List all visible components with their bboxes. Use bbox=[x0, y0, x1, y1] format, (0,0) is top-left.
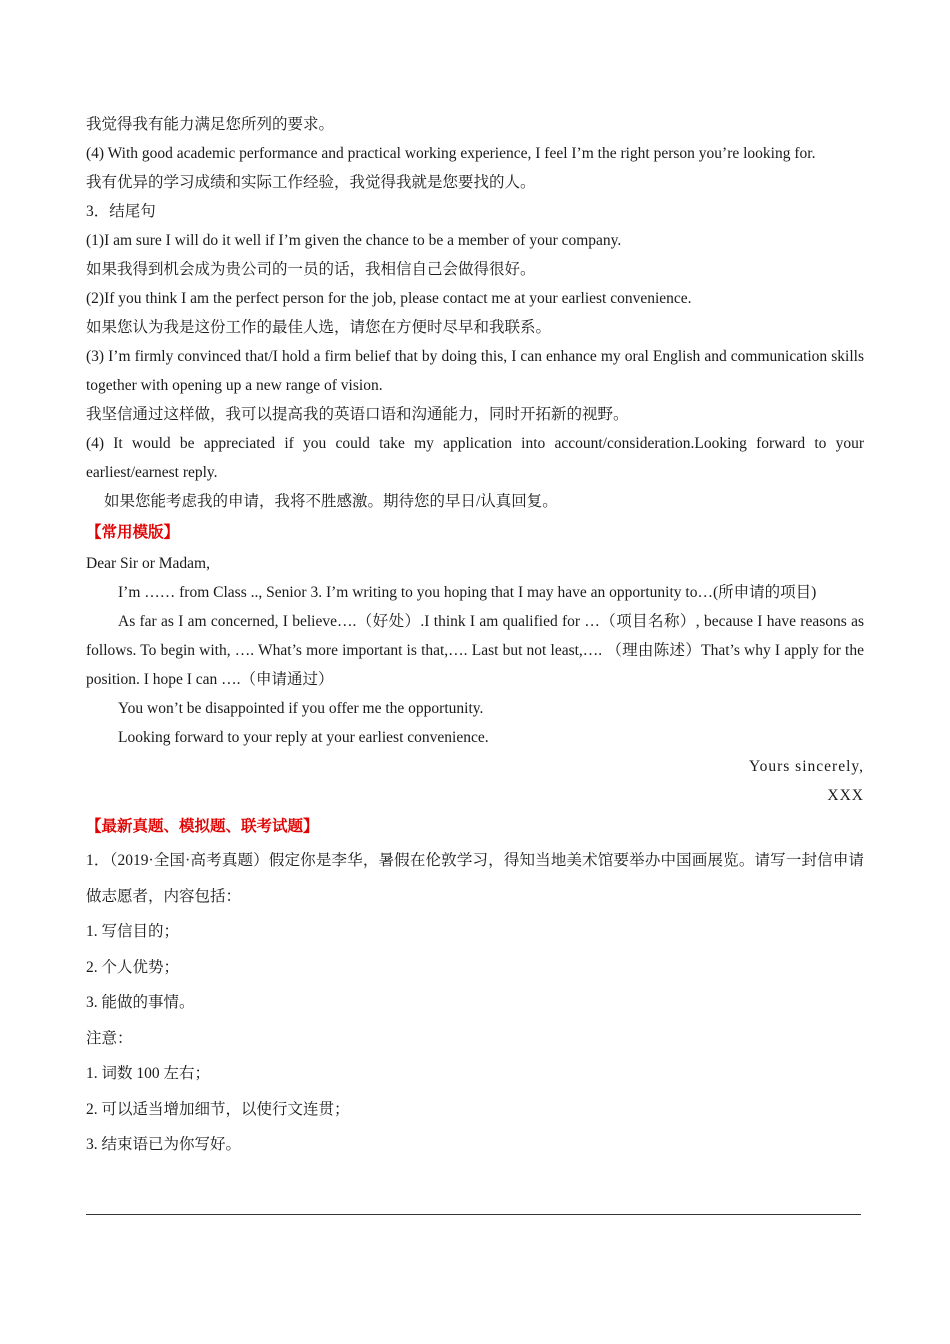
body-line-1: 我觉得我有能力满足您所列的要求。 bbox=[86, 116, 335, 133]
template-heading: 【常用模版】 bbox=[86, 524, 180, 541]
exam-note-3: 3. 结束语已为你写好。 bbox=[86, 1136, 242, 1153]
exam-heading: 【最新真题、模拟题、联考试题】 bbox=[86, 818, 319, 835]
exam-note-2: 2. 可以适当增加细节，以使行文连贯； bbox=[86, 1100, 350, 1118]
document-body bbox=[86, 110, 864, 1163]
body-line-12: 如果您能考虑我的申请，我将不胜感激。期待您的早日/认真回复。 bbox=[104, 493, 558, 510]
template-paragraph-4: Looking forward to your reply at your earliest convenience. bbox=[118, 729, 489, 746]
body-line-5: (1)I am sure I will do it well if I’m given the chance to be a member of your company. bbox=[86, 232, 622, 249]
body-line-9: (3) I’m firmly convinced that/I hold a firm belief that by doing this, I can enhance my oral English and communication skills together with opening up a new range of vision. bbox=[86, 348, 864, 394]
answer-line-divider bbox=[86, 1214, 861, 1215]
body-line-7: (2)If you think I am the perfect person for the job, please contact me at your earliest convenience. bbox=[86, 290, 692, 307]
template-salutation: Dear Sir or Madam, bbox=[86, 555, 210, 572]
body-line-10: 我坚信通过这样做，我可以提高我的英语口语和沟通能力，同时开拓新的视野。 bbox=[86, 406, 629, 423]
exam-question-1: 1．（2019·全国·高考真题）假定你是李华，暑假在伦敦学习，得知当地美术馆要举办中国画展览。请写一封信申请做志愿者，内容包括： bbox=[86, 852, 864, 905]
body-line-11: (4) It would be appreciated if you could take my application into account/consideration.Looking forward to your earliest/earnest reply. bbox=[86, 435, 864, 481]
body-line-2: (4) With good academic performance and practical working experience, I feel I’m the right person you’re looking for. bbox=[86, 145, 816, 162]
body-line-6: 如果我得到机会成为贵公司的一员的话，我相信自己会做得很好。 bbox=[86, 261, 536, 278]
body-line-8: 如果您认为我是这份工作的最佳人选，请您在方便时尽早和我联系。 bbox=[86, 319, 552, 336]
section-heading-closing-sentences: 3．结尾句 bbox=[86, 203, 156, 220]
exam-item-2: 2. 个人优势； bbox=[86, 958, 180, 976]
template-closing: Yours sincerely, bbox=[748, 758, 864, 775]
exam-note-label: 注意： bbox=[86, 1029, 133, 1047]
exam-note-1: 1. 词数 100 左右； bbox=[86, 1065, 211, 1082]
template-paragraph-3: You won’t be disappointed if you offer me the opportunity. bbox=[118, 700, 484, 717]
template-paragraph-2: As far as I am concerned, I believe….（好处）.I think I am qualified for …（项目名称）, because I have reasons as follows. To begin with, …. What’s more important is that,…. Last but not least,…. （理由陈述）That’s why I apply for the position. I hope I can ….（申请通过） bbox=[86, 613, 864, 688]
exam-item-1: 1. 写信目的； bbox=[86, 923, 180, 940]
template-paragraph-1: I’m …… from Class .., Senior 3. I’m writing to you hoping that I may have an opportunity to…(所申请的项目) bbox=[118, 584, 817, 601]
exam-item-3: 3. 能做的事情。 bbox=[86, 994, 195, 1011]
body-line-3: 我有优异的学习成绩和实际工作经验，我觉得我就是您要找的人。 bbox=[86, 174, 536, 191]
template-signature: XXX bbox=[827, 787, 864, 804]
